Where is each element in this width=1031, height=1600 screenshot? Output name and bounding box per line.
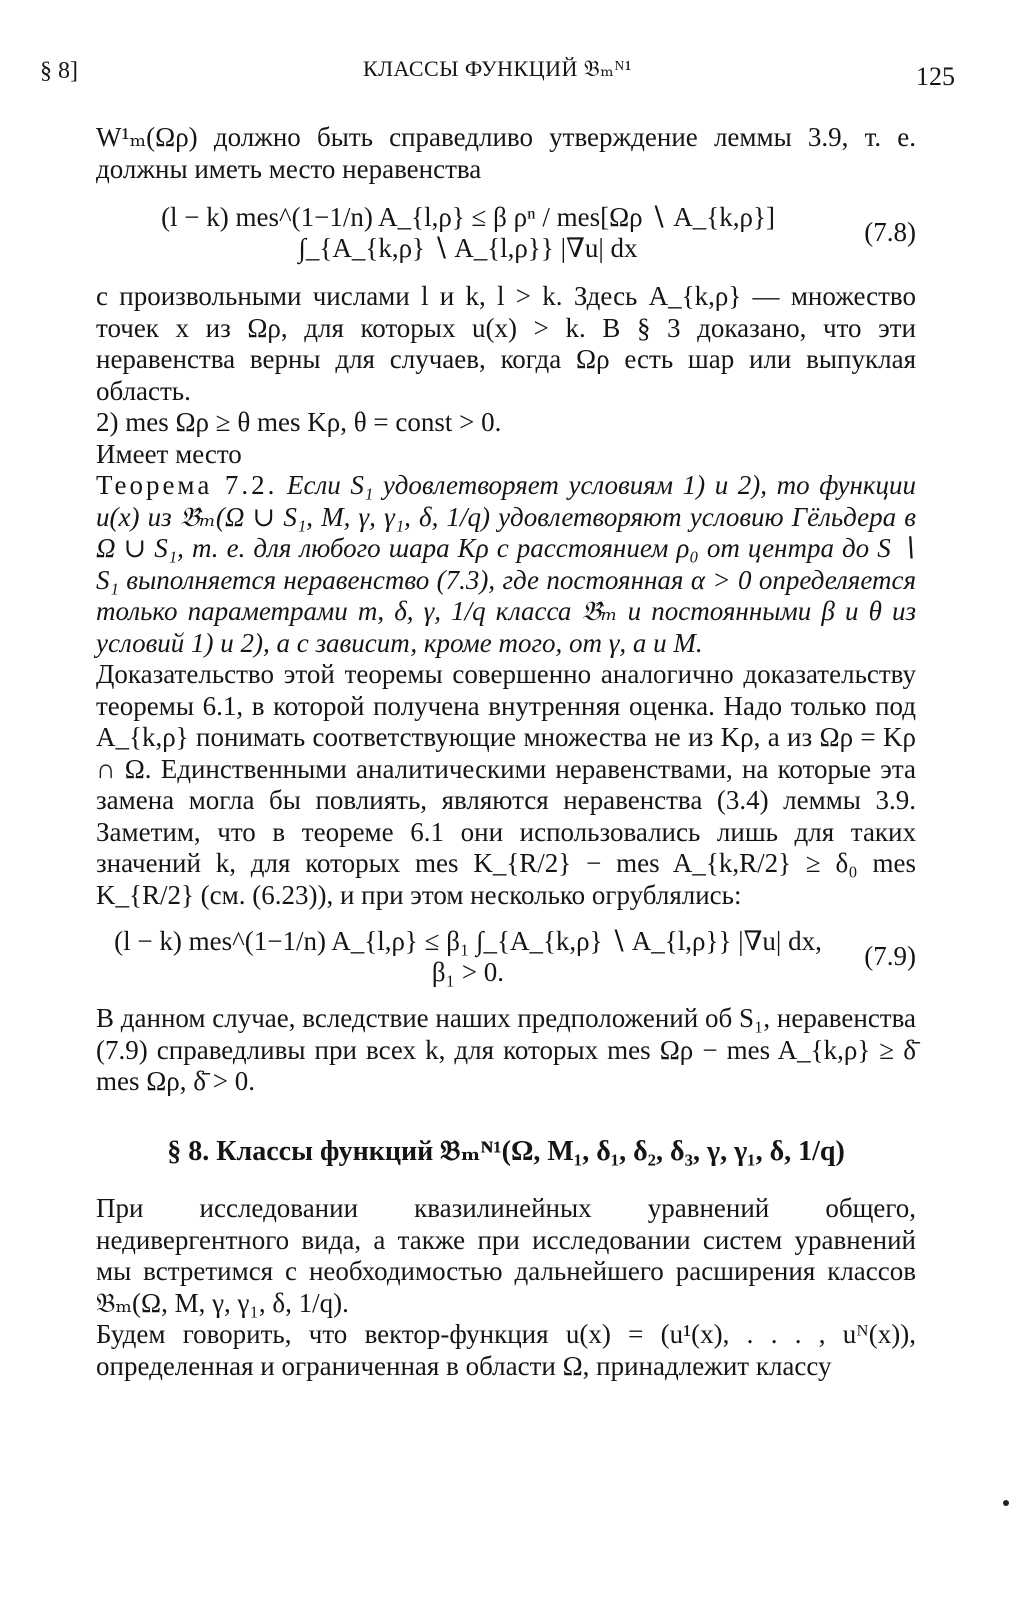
paragraph-3: 2) mes Ωρ ≥ θ mes Kρ, θ = const > 0. bbox=[96, 407, 502, 437]
theorem-statement: Если S₁ удовлетворяет условиям 1) и 2), то функции u(x) из 𝔅̂ₘ(Ω ∪ S₁, M, γ, γ₁, δ, 1/q) удовлетворяют условию Гёльдера в Ω ∪ S₁, т. е. для любого шара Kρ с расстоянием ρ₀ от центра до S ∖ S₁ выполняется неравенство (7.3), где постоянная α > 0 определяется только параметрами m, δ, γ, 1/q класса 𝔅̂ₘ и постоянными β и θ из условий 1) и 2), а c зависит, кроме того, от γ, a и M. bbox=[96, 470, 917, 658]
theorem-7-2 bbox=[96, 470, 916, 659]
paragraph-1: W¹ₘ(Ωρ) должно быть справедливо утверждение леммы 3.9, т. е. должны иметь место неравенства bbox=[96, 122, 916, 184]
page-number: 125 bbox=[916, 62, 955, 91]
equation-7-8-number: (7.8) bbox=[864, 217, 916, 248]
running-head bbox=[40, 52, 955, 92]
equation-7-9 bbox=[96, 911, 916, 1003]
theorem-label: Теорема 7.2. bbox=[96, 470, 278, 500]
section-heading: § 8. Классы функций 𝔅ₘᴺ¹(Ω, M₁, δ₁, δ₂, δ₃, γ, γ₁, δ, 1/q) bbox=[167, 1135, 845, 1167]
main-text bbox=[96, 122, 916, 1382]
equation-7-9-number: (7.9) bbox=[864, 941, 916, 972]
margin-dot bbox=[1003, 1500, 1009, 1506]
paragraph-7: При исследовании квазилинейных уравнений общего, недивергентного вида, а также при исследовании систем уравнений мы встретимся с необходимостью дальнейшего расширения классов 𝔅ₘ(Ω, M, γ, γ₁, δ, 1/q). bbox=[96, 1193, 916, 1318]
paragraph-6: В данном случае, вследствие наших предположений об S₁, неравенства (7.9) справедливы при всех k, для которых mes Ωρ − mes A_{k,ρ} ≥ δ̄ mes Ωρ, δ̄ > 0. bbox=[96, 1003, 916, 1096]
paragraph-2: с произвольными числами l и k, l > k. Здесь A_{k,ρ} — множество точек x из Ωρ, для которых u(x) > k. В § 3 доказано, что эти неравенства верны для случаев, когда Ωρ есть шар или выпуклая область. bbox=[96, 281, 916, 406]
paragraph-8: Будем говорить, что вектор-функция u(x) = (u¹(x), . . . , uᴺ(x)), определенная и ограниченная в области Ω, принадлежит классу bbox=[96, 1319, 916, 1381]
equation-7-9-formula: (l − k) mes^(1−1/n) A_{l,ρ} ≤ β₁ ∫_{A_{k,ρ} ∖ A_{l,ρ}} |∇u| dx, β₁ > 0. bbox=[114, 925, 822, 987]
running-title: КЛАССЫ ФУНКЦИЙ 𝔅ₘᴺ¹ bbox=[362, 56, 633, 81]
equation-7-8 bbox=[96, 185, 916, 281]
equation-7-8-formula: (l − k) mes^(1−1/n) A_{l,ρ} ≤ β ρⁿ / mes[Ωρ ∖ A_{k,ρ}] ∫_{A_{k,ρ} ∖ A_{l,ρ}} |∇u| dx bbox=[161, 201, 775, 263]
paragraph-4: Имеет место bbox=[96, 438, 242, 469]
section-mark: § 8] bbox=[40, 58, 78, 84]
paragraph-5: Доказательство этой теоремы совершенно аналогично доказательству теоремы 6.1, в которой получена внутренняя оценка. Надо только под A_{k,ρ} понимать соответствующие множества не из Kρ, а из Ωρ = Kρ ∩ Ω. Единственными аналитическими неравенствами, на которые эта замена могла бы повлиять, являются неравенства (3.4) леммы 3.9. Заметим, что в теореме 6.1 они использовались лишь для таких значений k, для которых mes K_{R/2} − mes A_{k,R/2} ≥ δ₀ mes K_{R/2} (см. (6.23)), и при этом несколько огрублялись: bbox=[96, 659, 916, 910]
